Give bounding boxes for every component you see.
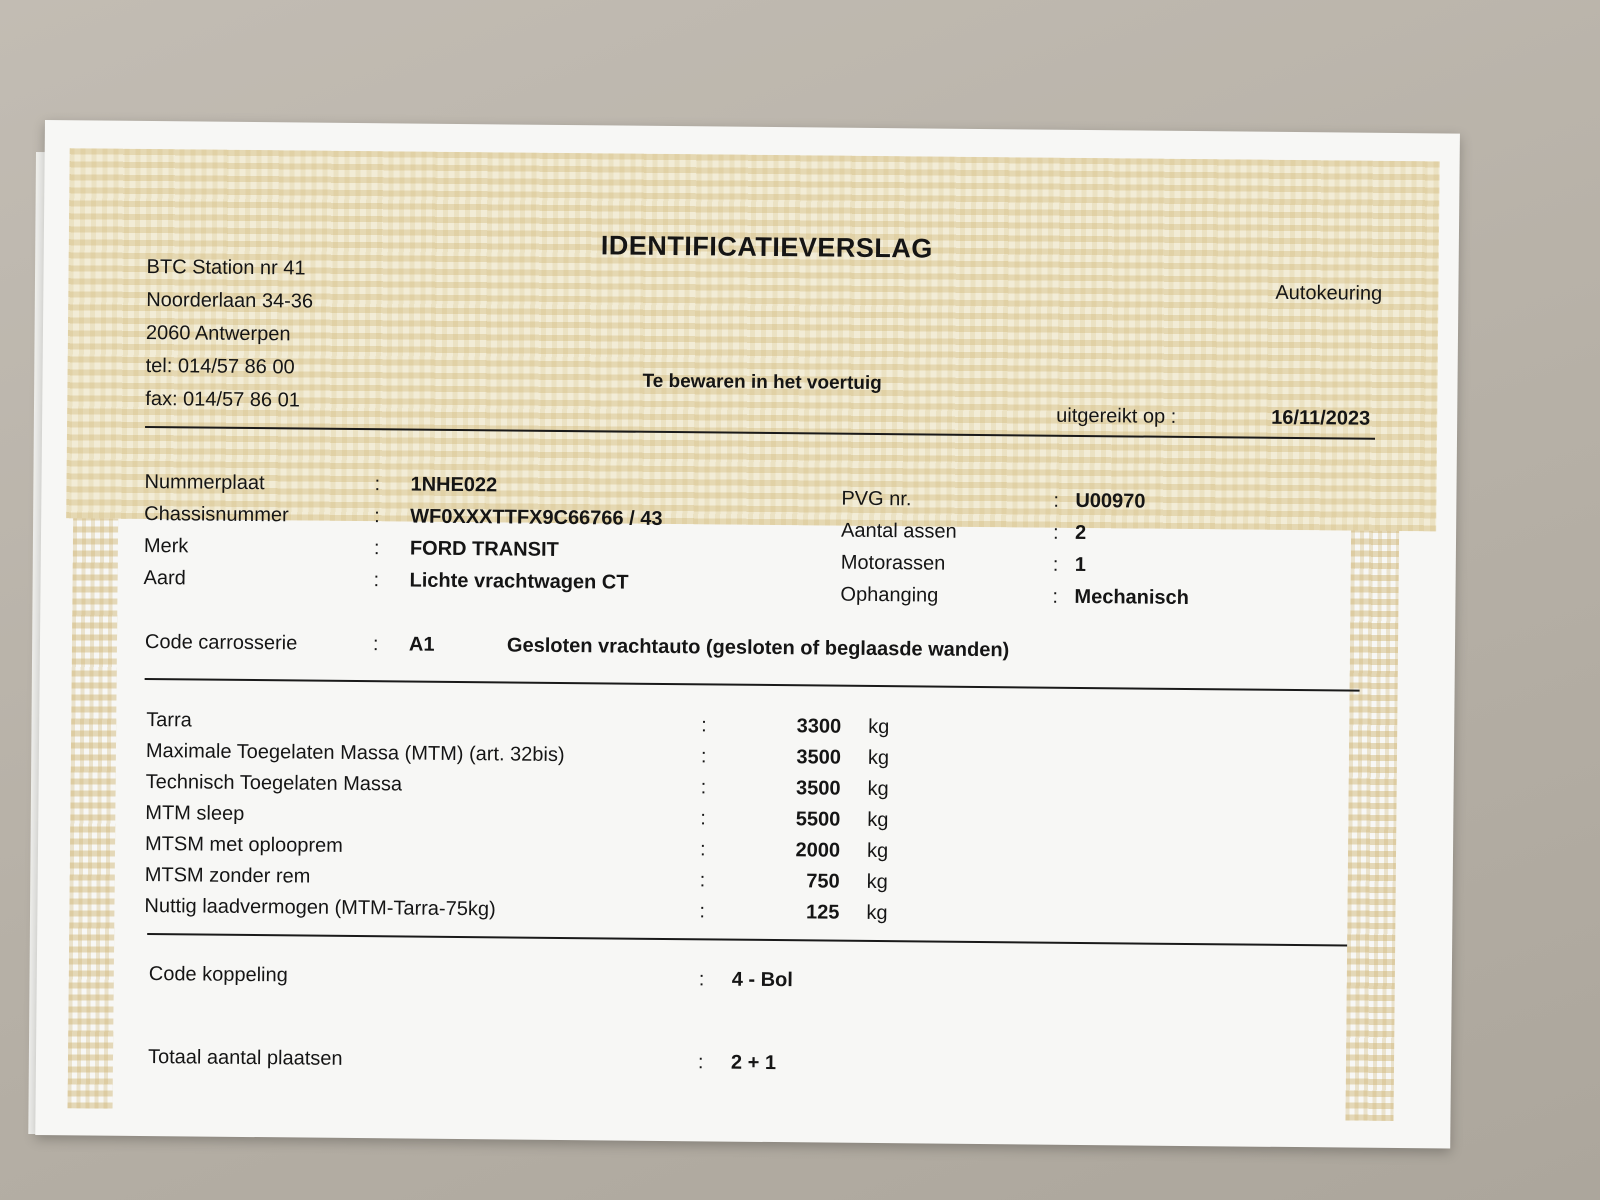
body-code-description: Gesloten vrachtauto (gesloten of beglaasde wanden) xyxy=(506,634,1010,662)
divider-mass xyxy=(147,933,1347,947)
colon: : xyxy=(699,869,706,892)
colon: : xyxy=(372,633,379,656)
colon: : xyxy=(700,776,707,799)
axles-label: Aantal assen xyxy=(840,519,957,543)
divider-body xyxy=(145,678,1360,692)
mass-label: MTSM zonder rem xyxy=(144,863,311,888)
mass-label: MTM sleep xyxy=(145,801,245,825)
seats-label: Totaal aantal plaatsen xyxy=(147,1046,343,1070)
mass-unit: kg xyxy=(867,777,889,801)
mass-value: 125 xyxy=(805,901,840,924)
mass-label: Tarra xyxy=(146,709,192,732)
mass-unit: kg xyxy=(867,808,889,832)
chassis-value: WF0XXXTTFX9C66766 / 43 xyxy=(410,505,663,530)
colon: : xyxy=(699,900,706,923)
station-fax: fax: 014/57 86 01 xyxy=(145,387,301,412)
suspension-label: Ophanging xyxy=(840,583,939,607)
colon: : xyxy=(700,745,707,768)
station-street: Noorderlaan 34-36 xyxy=(146,288,314,313)
pvg-value: U00970 xyxy=(1075,489,1146,513)
motor-axles-value: 1 xyxy=(1074,553,1087,577)
mass-value: 3500 xyxy=(796,746,842,769)
body-code-value: A1 xyxy=(408,633,435,656)
pvg-label: PVG nr. xyxy=(841,487,912,511)
keep-in-vehicle-note: Te bewaren in het voertuig xyxy=(642,370,882,395)
plate-value: 1NHE022 xyxy=(410,473,498,497)
kind-value: Lichte vrachtwagen CT xyxy=(409,569,629,594)
mass-row xyxy=(144,895,904,933)
document-sheet xyxy=(35,120,1460,1149)
security-pattern-left xyxy=(68,518,119,1108)
mass-value: 3500 xyxy=(796,777,841,800)
suspension-value: Mechanisch xyxy=(1074,585,1190,610)
mass-value: 5500 xyxy=(795,808,841,831)
mass-value: 750 xyxy=(806,870,840,893)
mass-label: Nuttig laadvermogen (MTM-Tarra-75kg) xyxy=(144,894,496,921)
colon: : xyxy=(374,473,381,496)
issued-label: uitgereikt op : xyxy=(1056,404,1177,428)
make-label: Merk xyxy=(143,534,189,558)
colon: : xyxy=(701,714,707,737)
colon: : xyxy=(699,838,706,861)
station-name: BTC Station nr 41 xyxy=(146,255,306,280)
mass-unit: kg xyxy=(867,746,890,770)
colon: : xyxy=(373,537,380,560)
colon: : xyxy=(1052,553,1059,576)
mass-label: Maximale Toegelaten Massa (MTM) (art. 32bis) xyxy=(145,739,565,767)
coupling-label: Code koppeling xyxy=(148,963,288,987)
colon: : xyxy=(698,968,705,991)
chassis-label: Chassisnummer xyxy=(144,502,289,527)
document-title: IDENTIFICATIEVERSLAG xyxy=(600,230,933,264)
mass-unit: kg xyxy=(866,901,888,925)
seats-value: 2 + 1 xyxy=(730,1051,777,1075)
plate-label: Nummerplaat xyxy=(144,470,265,495)
mass-unit: kg xyxy=(866,839,889,863)
colon: : xyxy=(373,569,380,592)
mass-table xyxy=(144,709,906,933)
coupling-value: 4 - Bol xyxy=(731,968,794,992)
colon: : xyxy=(1053,489,1060,512)
make-value: FORD TRANSIT xyxy=(409,537,559,561)
colon: : xyxy=(700,807,706,830)
colon: : xyxy=(1052,521,1059,544)
mass-label: Technisch Toegelaten Massa xyxy=(145,770,403,796)
mass-value: 2000 xyxy=(795,839,841,862)
mass-unit: kg xyxy=(868,715,890,739)
brand-label: Autokeuring xyxy=(1275,281,1383,305)
issued-date: 16/11/2023 xyxy=(1271,406,1371,430)
axles-value: 2 xyxy=(1074,521,1087,545)
body-code-label: Code carrosserie xyxy=(144,630,298,655)
mass-value: 3300 xyxy=(796,715,842,738)
mass-label: MTSM met oplooprem xyxy=(144,832,343,857)
colon: : xyxy=(1052,585,1059,608)
colon: : xyxy=(374,505,380,528)
kind-label: Aard xyxy=(143,566,186,590)
mass-unit: kg xyxy=(866,870,888,894)
security-pattern-right xyxy=(1345,531,1399,1121)
station-city: 2060 Antwerpen xyxy=(145,321,291,346)
station-tel: tel: 014/57 86 00 xyxy=(145,354,295,379)
motor-axles-label: Motorassen xyxy=(840,551,946,575)
colon: : xyxy=(697,1051,704,1074)
